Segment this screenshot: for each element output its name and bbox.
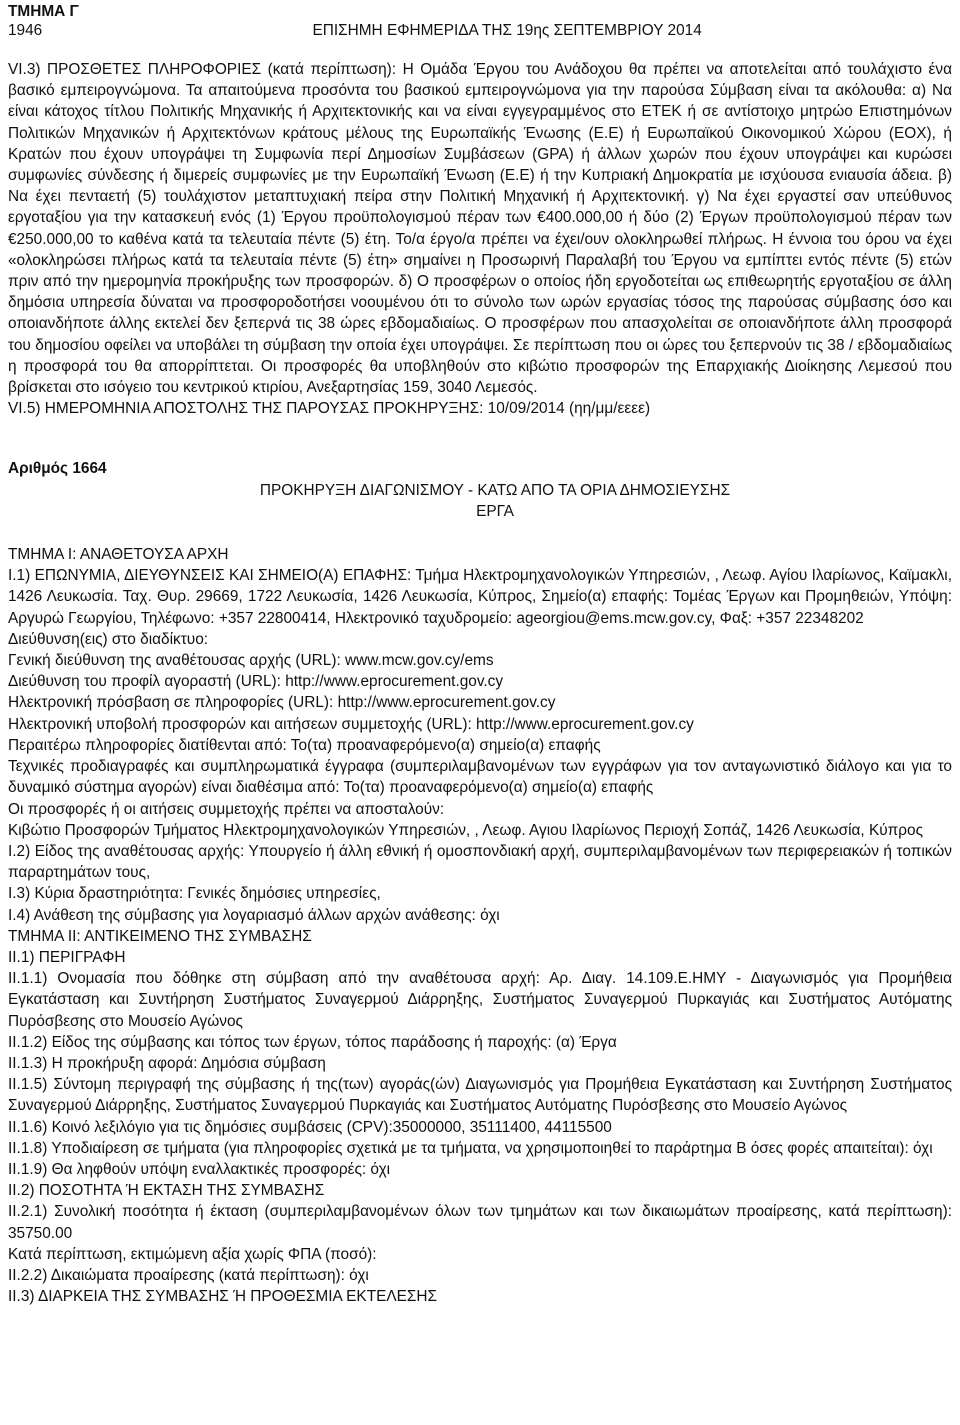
vi3-additional-info: VI.3) ΠΡΟΣΘΕΤΕΣ ΠΛΗΡΟΦΟΡΙΕΣ (κατά περίπτωση): Η Ομάδα Έργου του Ανάδοχου θα πρέπει να αποτελείται από τουλάχιστο ένα βασικό εμπειρογνώμονα. Τα απαιτούμενα προσόντα του βασικού εμπειρογνώμονα για την παρούσα Σύμβαση είναι τα ακόλουθα: α) Να είναι κάτοχος τίτλου Πολιτικής Μηχανικής ή Αρχιτεκτονικής και να είναι εγγεγραμμένος στο ΕΤΕΚ ή σε αντίστοιχο μητρώο Επιστημόνων Πολιτικών Μηχανικών ή Αρχιτεκτόνων κράτους μέλους της Ευρωπαϊκής Ένωσης (Ε.Ε) ή Ευρωπαϊκού Οικονομικού Χώρου (ΕΟΧ), ή Κρατών που έχουν υπογράψει τη Συμφωνία περί Δημοσίων Συμβάσεων (GPA) ή άλλων χωρών που έχουν υπογράψει και κυρώσει συμφωνίες σύνδεσης ή διμερείς συμφωνίες με την Ευρωπαϊκή Ένωση (Ε.Ε) ή την Κυπριακή Δημοκρατία με ισχύουσα ενιαυσία άδεια. β) Να έχει πενταετή (5) τουλάχιστον μεταπτυχιακή πείρα στην Πολιτική Μηχανική ή Αρχιτεκτονική. γ) Να έχει εργαστεί σαν υπεύθυνος εργοταξίου για την κατασκευή ενός (1) Έργου προϋπολογισμού πέραν των €400.000,00 ή δύο (2) Έργων προϋπολογισμού πέραν των €250.000,00 το καθένα κατά τα τελευταία πέντε (5) έτη. Το/α έργο/α πρέπει να έχει/ουν ολοκληρωθεί πλήρως. Η έννοια του όρου να έχει «ολοκληρώσει πλήρως κατά τα τελευταία πέντε (5) έτη» σημαίνει η Προσωρινή Παραλαβή του Έργου να εμπίπτει εντός πέντε (5) ετών πριν από την ημερομηνία προκήρυξης των προσφορών. δ) Ο προσφέρων ο οποίος ήδη εργοδοτείται ως επιθεωρητής εργοταξίου σε άλλη δημόσια υπηρεσία δύναται να προσφοροδοτήσει νοουμένου ότι το σύνολο των ωρών εργασίας τόσος της παρούσας σύμβασης όσο και οποιανδήποτε άλλης εκτελεί δεν ξεπερνά τις 38 ώρες εβδομαδιαίως. Ο προσφέρων που απασχολείται σε οποιανδήποτε άλλη προσφορά του δημοσίου οφείλει να υποβάλει τη σύμβαση την οποία έχει υπογράψει. Σε περίπτωση που οι ώρες του ξεπερνούν τις 38 / εβδομαδιαίως η προσφορά του θα απορρίπτεται. Οι προσφορές θα υποβληθούν στο κιβώτιο προσφορών της Επαρχιακής Διοίκησης Λεμεσού που βρίσκεται στο ισόγειο του κεντρικού κτιρίου, Ανεξαρτησίας 159, 3040 Λεμεσός. xyxy=(8,61,952,397)
ii15-short-description: ΙΙ.1.5) Σύντομη περιγραφή της σύμβασης ή της(των) αγοράς(ών) Διαγωνισμός για Προμήθεια Εγκατάσταση και Συντήρηση Συστήματος Συναγερμού Διάρρηξης, Συστήματος Συναγερμού Πυρκαγιάς και Συστήματος Αυτόματης Πυρόσβεσης στο Μουσείο Αγώνος xyxy=(8,1076,952,1115)
general-url: Γενική διεύθυνση της αναθέτουσας αρχής (URL): www.mcw.gov.cy/ems xyxy=(8,652,494,670)
i1-contact: Ι.1) ΕΠΩΝΥΜΙΑ, ΔΙΕΥΘΥΝΣΕΙΣ ΚΑΙ ΣΗΜΕΙΟ(Α) ΕΠΑΦΗΣ: Τμήμα Ηλεκτρομηχανολογικών Υπηρεσιών, , Λεωφ. Αγίου Ιλαρίωνος, Καϊμακλι, 1426 Λευκωσία. Ταχ. Θυρ. 29669, 1722 Λευκωσία, 1426 Λευκωσία, Κύπρος, Σημείο(α) επαφής: Τομέας Έργων και Προμηθειών, Υπόψη: Αργυρώ Γεωργίου, Τηλέφωνο: +357 22800414, Ηλεκτρονικό ταχυδρομείο: ageorgiou@ems.mcw.gov.cy, Φαξ: +357 22348202 xyxy=(8,567,952,627)
ii12-type: ΙΙ.1.2) Είδος της σύμβασης και τόπος των έργων, τόπος παράδοσης ή παροχής: (α) Έργα xyxy=(8,1033,617,1051)
internet-heading: Διεύθυνση(εις) στο διαδίκτυο: xyxy=(8,630,209,648)
ii2-quantity: ΙΙ.2) ΠΟΣΟΤΗΤΑ Ή ΕΚΤΑΣΗ ΤΗΣ ΣΥΜΒΑΣΗΣ xyxy=(8,1182,325,1200)
section-1-title: ΤΜΗΜΑ Ι: ΑΝΑΘΕΤΟΥΣΑ ΑΡΧΗ xyxy=(8,546,229,564)
page-header xyxy=(8,21,952,41)
ii19-variants: ΙΙ.1.9) Θα ληφθούν υπόψη εναλλακτικές προσφορές: όχι xyxy=(8,1160,391,1178)
ii13-notice-concerns: ΙΙ.1.3) Η προκήρυξη αφορά: Δημόσια σύμβαση xyxy=(8,1054,326,1072)
ii18-lots: ΙΙ.1.8) Υποδιαίρεση σε τμήματα (για πληροφορίες σχετικά με τα τμήματα, να χρησιμοποιηθεί το παράρτημα Β όσες φορές απαιτείται): όχι xyxy=(8,1139,933,1157)
i3-activity: Ι.3) Κύρια δραστηριότητα: Γενικές δημόσιες υπηρεσίες, xyxy=(8,885,381,903)
i2-authority-type: Ι.2) Είδος της αναθέτουσας αρχής: Υπουργείο ή άλλη εθνική ή ομοσπονδιακή αρχή, συμπεριλαμβανομένων των περιφερειακών ή τοπικών παραρτημάτων τους, xyxy=(8,842,952,882)
ii3-duration: ΙΙ.3) ΔΙΑΡΚΕΙΑ ΤΗΣ ΣΥΜΒΑΣΗΣ Ή ΠΡΟΘΕΣΜΙΑ ΕΚΤΕΛΕΣΗΣ xyxy=(8,1288,438,1306)
section-2-title: ΤΜΗΜΑ ΙΙ: ΑΝΤΙΚΕΙΜΕΝΟ ΤΗΣ ΣΥΜΒΑΣΗΣ xyxy=(8,927,312,945)
ii16-cpv: ΙΙ.1.6) Κοινό λεξιλόγιο για τις δημόσιες συμβάσεις (CPV):35000000, 35111400, 44115500 xyxy=(8,1118,612,1136)
notice-number: Αριθμός 1664 xyxy=(8,460,107,478)
i4-behalf: Ι.4) Ανάθεση της σύμβασης για λογαριασμό άλλων αρχών ανάθεσης: όχι xyxy=(8,906,500,924)
notice-subheading: ΕΡΓΑ xyxy=(476,502,514,520)
vi5-dispatch-date: VI.5) ΗΜΕΡΟΜΗΝΙΑ ΑΠΟΣΤΟΛΗΣ ΤΗΣ ΠΑΡΟΥΣΑΣ ΠΡΟΚΗΡΥΞΗΣ: 10/09/2014 (ηη/μμ/εεεε) xyxy=(8,400,651,418)
submit-url: Ηλεκτρονική υποβολή προσφορών και αιτήσεων συμμετοχής (URL): http://www.eprocurement.gov.cy xyxy=(8,715,694,733)
profile-url: Διεύθυνση του προφίλ αγοραστή (URL): http://www.eprocurement.gov.cy xyxy=(8,673,504,691)
info-url: Ηλεκτρονική πρόσβαση σε πληροφορίες (URL): http://www.eprocurement.gov.cy xyxy=(8,694,556,712)
send-to: Οι προσφορές ή οι αιτήσεις συμμετοχής πρέπει να αποσταλούν: xyxy=(8,800,445,818)
ii11-title: ΙΙ.1.1) Ονομασία που δόθηκε στη σύμβαση από την αναθέτουσα αρχή: Αρ. Διαγ. 14.109.Ε.ΗΜΥ - Διαγωνισμός για Προμήθεια Εγκατάσταση και Συντήρηση Συστήματος Συναγερμού Διάρρηξης, Συστήματος Συναγερμού Πυρκαγιάς και Συστήματος Αυτόματης Πυρόσβεσης στο Μουσείο Αγώνος xyxy=(8,970,952,1030)
further-info: Περαιτέρω πληροφορίες διατίθενται από: Το(τα) προαναφερόμενο(α) σημείο(α) επαφής xyxy=(8,736,601,754)
specs-info: Τεχνικές προδιαγραφές και συμπληρωματικά έγγραφα (συμπεριλαμβανομένων των εγγράφων για τον ανταγωνιστικό διάλογο και για το δυναμικό σύστημα αγορών) είναι διαθέσιμα από: Το(τα) προαναφερόμενο(α) σημείο(α) επαφής xyxy=(8,758,952,797)
ii1-description: ΙΙ.1) ΠΕΡΙΓΡΑΦΗ xyxy=(8,948,126,966)
gazette-title: ΕΠΙΣΗΜΗ ΕΦΗΜΕΡΙΔΑ ΤΗΣ 19ης ΣΕΠΤΕΜΒΡΙΟΥ 2014 xyxy=(312,22,702,39)
ii21-total-quantity: ΙΙ.2.1) Συνολική ποσότητα ή έκταση (συμπεριλαμβανομένων όλων των τμημάτων και των δικαιωμάτων προαίρεσης, κατά περίπτωση): 35750.00 xyxy=(8,1203,952,1242)
notice-heading: ΠΡΟΚΗΡΥΞΗ ΔΙΑΓΩΝΙΣΜΟΥ - ΚΑΤΩ ΑΠΟ ΤΑ ΟΡΙΑ ΔΗΜΟΣΙΕΥΣΗΣ xyxy=(259,481,731,499)
ii22-options: ΙΙ.2.2) Δικαιώματα προαίρεσης (κατά περίπτωση): όχι xyxy=(8,1266,369,1284)
estimated-value: Κατά περίπτωση, εκτιμώμενη αξία χωρίς ΦΠΑ (ποσό): xyxy=(8,1245,377,1263)
send-address: Κιβώτιο Προσφορών Τμήματος Ηλεκτρομηχανολογικών Υπηρεσιών, , Λεωφ. Αγιου Ιλαρίωνος Περιοχή Σοπάζ, 1426 Λευκωσία, Κύπρος xyxy=(8,821,924,839)
page-number: 1946 xyxy=(8,22,43,39)
section-label: ΤΜΗΜΑ Γ xyxy=(8,3,79,20)
